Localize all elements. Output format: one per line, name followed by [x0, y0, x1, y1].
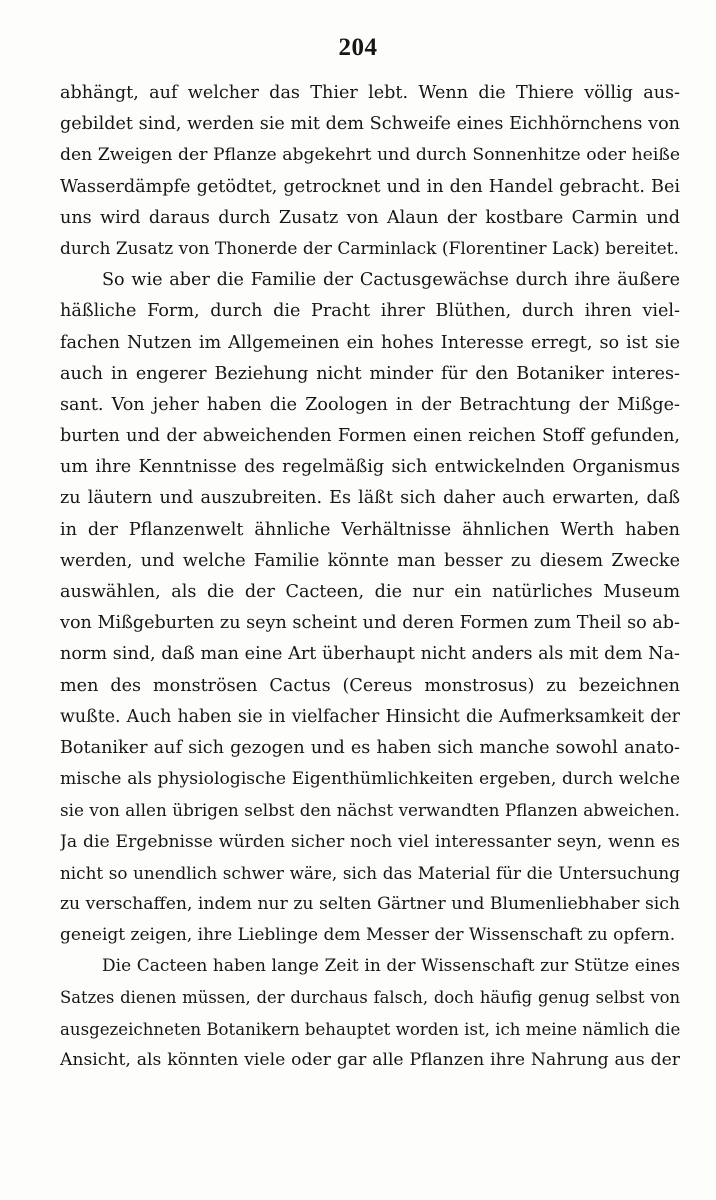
- text-line: men des monströsen Cactus (Cereus monstrosus) zu bezeichnen: [60, 675, 680, 696]
- text-line: Ansicht, als könnten viele oder gar alle Pflanzen ihre Nahrung aus der: [60, 1049, 680, 1070]
- text-line: fachen Nutzen im Allgemeinen ein hohes Interesse erregt, so ist sie: [60, 332, 680, 353]
- text-line: Ja die Ergebnisse würden sicher noch viel interessanter seyn, wenn es: [60, 831, 680, 852]
- text-line: von Mißgeburten zu seyn scheint und deren Formen zum Theil so ab-: [60, 613, 680, 634]
- page-number: 204: [338, 34, 378, 61]
- text-line: sie von allen übrigen selbst den nächst verwandten Pflanzen abweichen.: [60, 800, 680, 821]
- text-line: um ihre Kenntnisse des regelmäßig sich entwickelnden Organismus: [60, 457, 680, 478]
- text-line: werden, und welche Familie könnte man besser zu diesem Zwecke: [60, 550, 680, 571]
- text-line: Die Cacteen haben lange Zeit in der Wissenschaft zur Stütze eines: [102, 956, 680, 977]
- text-line: häßliche Form, durch die Pracht ihrer Blüthen, durch ihren viel-: [60, 301, 680, 322]
- text-line: norm sind, daß man eine Art überhaupt nicht anders als mit dem Na-: [60, 644, 680, 665]
- text-line: in der Pflanzenwelt ähnliche Verhältnisse ähnlichen Werth haben: [60, 519, 680, 540]
- text-line: auch in engerer Beziehung nicht minder für den Botaniker interes-: [60, 363, 680, 384]
- text-line: nicht so unendlich schwer wäre, sich das Material für die Untersuchung: [60, 862, 680, 883]
- text-line: wußte. Auch haben sie in vielfacher Hinsicht die Aufmerksamkeit der: [60, 706, 680, 727]
- text-line: ausgezeichneten Botanikern behauptet worden ist, ich meine nämlich die: [60, 1019, 680, 1039]
- text-line: den Zweigen der Pflanze abgekehrt und durch Sonnenhitze oder heiße: [60, 145, 680, 166]
- text-line: zu läutern und auszubreiten. Es läßt sich daher auch erwarten, daß: [60, 488, 680, 509]
- text-line: abhängt, auf welcher das Thier lebt. Wenn die Thiere völlig aus-: [60, 83, 680, 103]
- text-line: Wasserdämpfe getödtet, getrocknet und in den Handel gebracht. Bei: [60, 176, 680, 197]
- text-line: Botaniker auf sich gezogen und es haben sich manche sowohl anato-: [60, 737, 680, 758]
- body-text: [60, 78, 680, 1076]
- text-line: uns wird daraus durch Zusatz von Alaun der kostbare Carmin und: [60, 207, 680, 228]
- text-line: zu verschaffen, indem nur zu selten Gärtner und Blumenliebhaber sich: [60, 893, 680, 914]
- text-line: So wie aber die Familie der Cactusgewächse durch ihre äußere: [102, 270, 680, 291]
- text-line: durch Zusatz von Thonerde der Carminlack (Florentiner Lack) bereitet.: [60, 238, 679, 259]
- text-line: auswählen, als die der Cacteen, die nur ein natürliches Museum: [60, 582, 680, 602]
- text-line: burten und der abweichenden Formen einen reichen Stoff gefunden,: [60, 426, 680, 447]
- text-line: geneigt zeigen, ihre Lieblinge dem Messer der Wissenschaft zu opfern.: [60, 925, 676, 946]
- text-line: mische als physiologische Eigenthümlichkeiten ergeben, durch welche: [60, 769, 680, 790]
- text-line: gebildet sind, werden sie mit dem Schweife eines Eichhörnchens von: [60, 114, 680, 135]
- text-line: Satzes dienen müssen, der durchaus falsch, doch häufig genug selbst von: [60, 988, 680, 1008]
- text-line: sant. Von jeher haben die Zoologen in der Betrachtung der Mißge-: [60, 394, 680, 415]
